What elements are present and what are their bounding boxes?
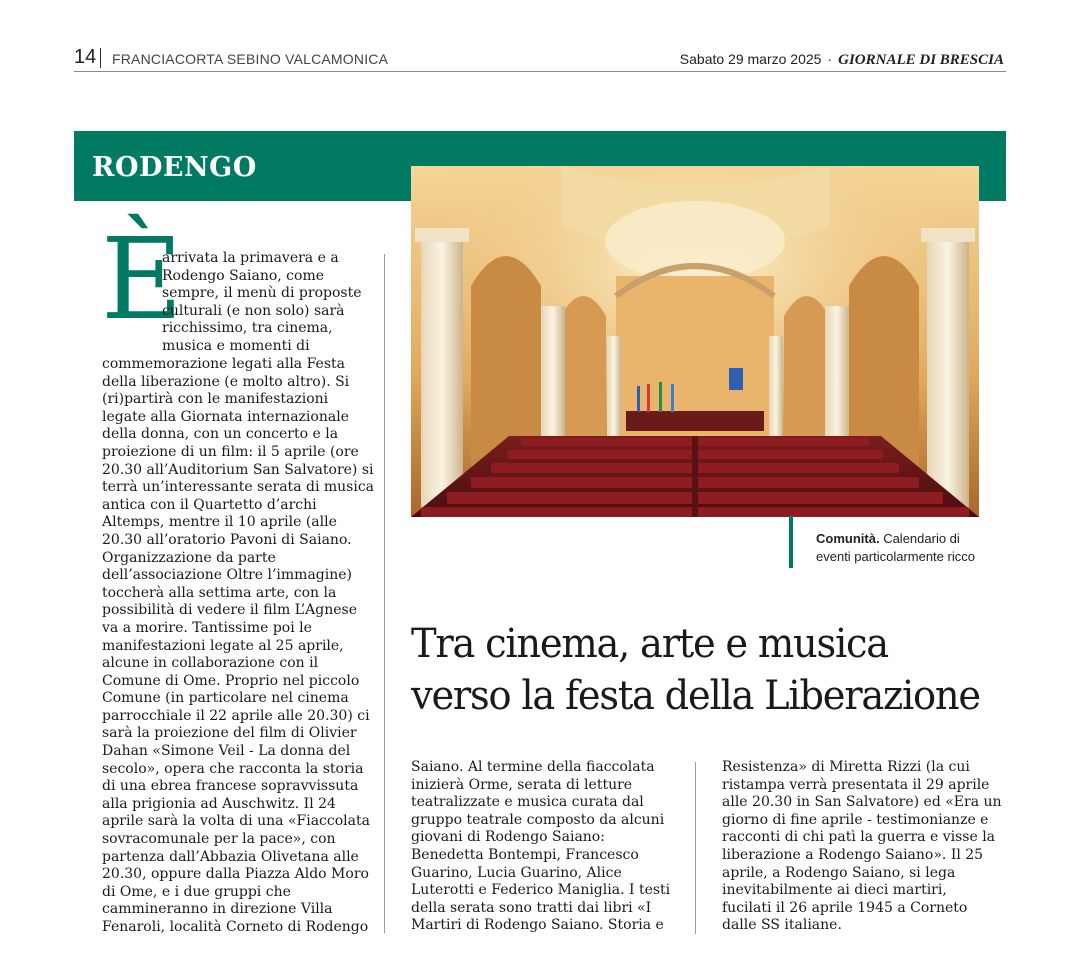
text-line: giovani di Rodengo Saiano: bbox=[411, 829, 605, 846]
column-divider bbox=[695, 762, 696, 934]
text-line: Fenaroli, località Corneto di Rodengo bbox=[102, 919, 369, 935]
text-line: Dahan «Simone Veil - La donna del bbox=[102, 743, 351, 760]
text-line: giorno di fine aprile - testimonianze e bbox=[722, 811, 989, 828]
article-column-2 bbox=[411, 759, 670, 935]
header-rule bbox=[74, 71, 1006, 72]
publication-date: Sabato 29 marzo 2025 bbox=[679, 51, 822, 67]
text-line: manifestazioni legate al 25 aprile, bbox=[102, 637, 344, 654]
text-line: aprile, a Rodengo Saiano, si lega bbox=[722, 864, 956, 881]
text-line: di Ome, e i due gruppi che bbox=[102, 883, 291, 900]
header-separator bbox=[100, 48, 101, 68]
text-line: antica con il Quartetto d’archi bbox=[102, 496, 317, 513]
text-line: culturali (e non solo) sarà bbox=[162, 302, 345, 319]
text-line: commemorazione legati alla Festa bbox=[102, 356, 345, 372]
text-line: sovracomunale per la pace», con bbox=[102, 831, 336, 848]
section-name: FRANCIACORTA SEBINO VALCAMONICA bbox=[112, 51, 389, 67]
article-lead bbox=[162, 250, 362, 356]
text-line: legate alla Giornata internazionale bbox=[102, 408, 349, 425]
text-line: sempre, il menù di proposte bbox=[162, 285, 362, 302]
headline-line: Tra cinema, arte e musica bbox=[411, 621, 888, 667]
text-line: inevitabilmente ai dieci martiri, bbox=[722, 882, 947, 899]
text-line: secolo», opera che racconta la storia bbox=[102, 760, 364, 777]
text-line: della liberazione (e molto altro). Si bbox=[102, 373, 350, 390]
newspaper-name: GIORNALE DI BRESCIA bbox=[838, 52, 1004, 68]
photo-caption bbox=[816, 530, 996, 566]
text-line: toccherà alla settima arte, con la bbox=[102, 584, 337, 601]
text-line: Rodengo Saiano, come bbox=[162, 267, 325, 284]
text-line: alle 20.30 in San Salvatore) ed «Era un bbox=[722, 794, 1002, 811]
text-line: dalle SS italiane. bbox=[722, 917, 842, 934]
text-line: Guarino, Lucia Guarino, Alice bbox=[411, 864, 622, 881]
article-column-1 bbox=[102, 356, 374, 937]
text-line: possibilità di vedere il film L’Agnese bbox=[102, 602, 357, 619]
text-line: inizierà Orme, serata di letture bbox=[411, 776, 633, 793]
text-line: aprile sarà la volta di una «Fiaccolata bbox=[102, 813, 370, 830]
text-line: (ri)partirà con le manifestazioni bbox=[102, 391, 329, 408]
caption-accent-bar bbox=[789, 516, 793, 568]
text-line: Martiri di Rodengo Saiano. Storia e bbox=[411, 917, 664, 934]
text-line: dell’associazione Oltre l’immagine) bbox=[102, 567, 353, 584]
text-line: racconti di chi patì la guerra e visse la bbox=[722, 829, 996, 846]
text-line: della serata sono tratti dai libri «I bbox=[411, 899, 652, 916]
auditorium-photo-illustration bbox=[411, 166, 979, 517]
dateline-dot: · bbox=[827, 51, 833, 67]
text-line: teatralizzate e musica curata dal bbox=[411, 794, 644, 811]
text-line: alla prigionia ad Auschwitz. Il 24 bbox=[102, 795, 336, 812]
text-line: Comune (in particolare nel cinema bbox=[102, 690, 349, 707]
text-line: Benedetta Bontempi, Francesco bbox=[411, 846, 639, 863]
page-number: 14 bbox=[74, 46, 97, 68]
text-line: fucilati il 26 aprile 1945 a Corneto bbox=[722, 899, 968, 916]
text-line: 20.30 all’Auditorium San Salvatore) si bbox=[102, 461, 374, 478]
headline-line: verso la festa della Liberazione bbox=[411, 673, 980, 719]
caption-label: Comunità. bbox=[816, 531, 880, 546]
text-line: terrà un’interessante serata di musica bbox=[102, 479, 375, 496]
text-line: Organizzazione da parte bbox=[102, 549, 276, 566]
text-line: liberazione a Rodengo Saiano». Il 25 bbox=[722, 846, 984, 863]
text-line: Saiano. Al termine della fiaccolata bbox=[411, 759, 655, 775]
caption-text: Calendario di eventi particolarmente ricco bbox=[816, 531, 975, 564]
text-line: Comune di Ome. Proprio nel piccolo bbox=[102, 672, 360, 689]
text-line: sarà la proiezione del film di Olivier bbox=[102, 725, 357, 742]
text-line: ricchissimo, tra cinema, bbox=[162, 320, 333, 337]
text-line: musica e momenti di bbox=[162, 337, 310, 354]
text-line: Resistenza» di Miretta Rizzi (la cui bbox=[722, 759, 970, 775]
text-line: cammineranno in direzione Villa bbox=[102, 901, 333, 918]
auditorium-photo bbox=[411, 166, 979, 517]
text-line: partenza dall’Abbazia Olivetana alle bbox=[102, 848, 359, 865]
header-dateline bbox=[680, 51, 1004, 69]
text-line: arrivata la primavera e a bbox=[162, 250, 339, 266]
article-headline bbox=[411, 618, 980, 722]
text-line: va a morire. Tantissime poi le bbox=[102, 619, 312, 636]
text-line: 20.30 all’oratorio Pavoni di Saiano. bbox=[102, 531, 352, 548]
text-line: gruppo teatrale composto da alcuni bbox=[411, 811, 665, 828]
text-line: alcune in collaborazione con il bbox=[102, 655, 319, 672]
text-line: 20.30, oppure dalla Piazza Aldo Moro bbox=[102, 866, 369, 883]
text-line: ristampa verrà presentata il 29 aprile bbox=[722, 776, 990, 793]
drop-cap: È bbox=[101, 215, 183, 345]
banner-title: RODENGO bbox=[92, 152, 257, 183]
text-line: Altemps, mentre il 10 aprile (alle bbox=[102, 514, 337, 531]
text-line: parrocchiale il 22 aprile alle 20.30) ci bbox=[102, 707, 370, 724]
text-line: proiezione di un film: il 5 aprile (ore bbox=[102, 443, 359, 460]
article-column-3 bbox=[722, 759, 1002, 935]
text-line: Luterotti e Federico Maniglia. I testi bbox=[411, 882, 671, 899]
text-line: della donna, con un concerto e la bbox=[102, 426, 339, 443]
column-divider bbox=[384, 254, 385, 933]
text-line: di una ebrea francese sopravvissuta bbox=[102, 778, 359, 795]
